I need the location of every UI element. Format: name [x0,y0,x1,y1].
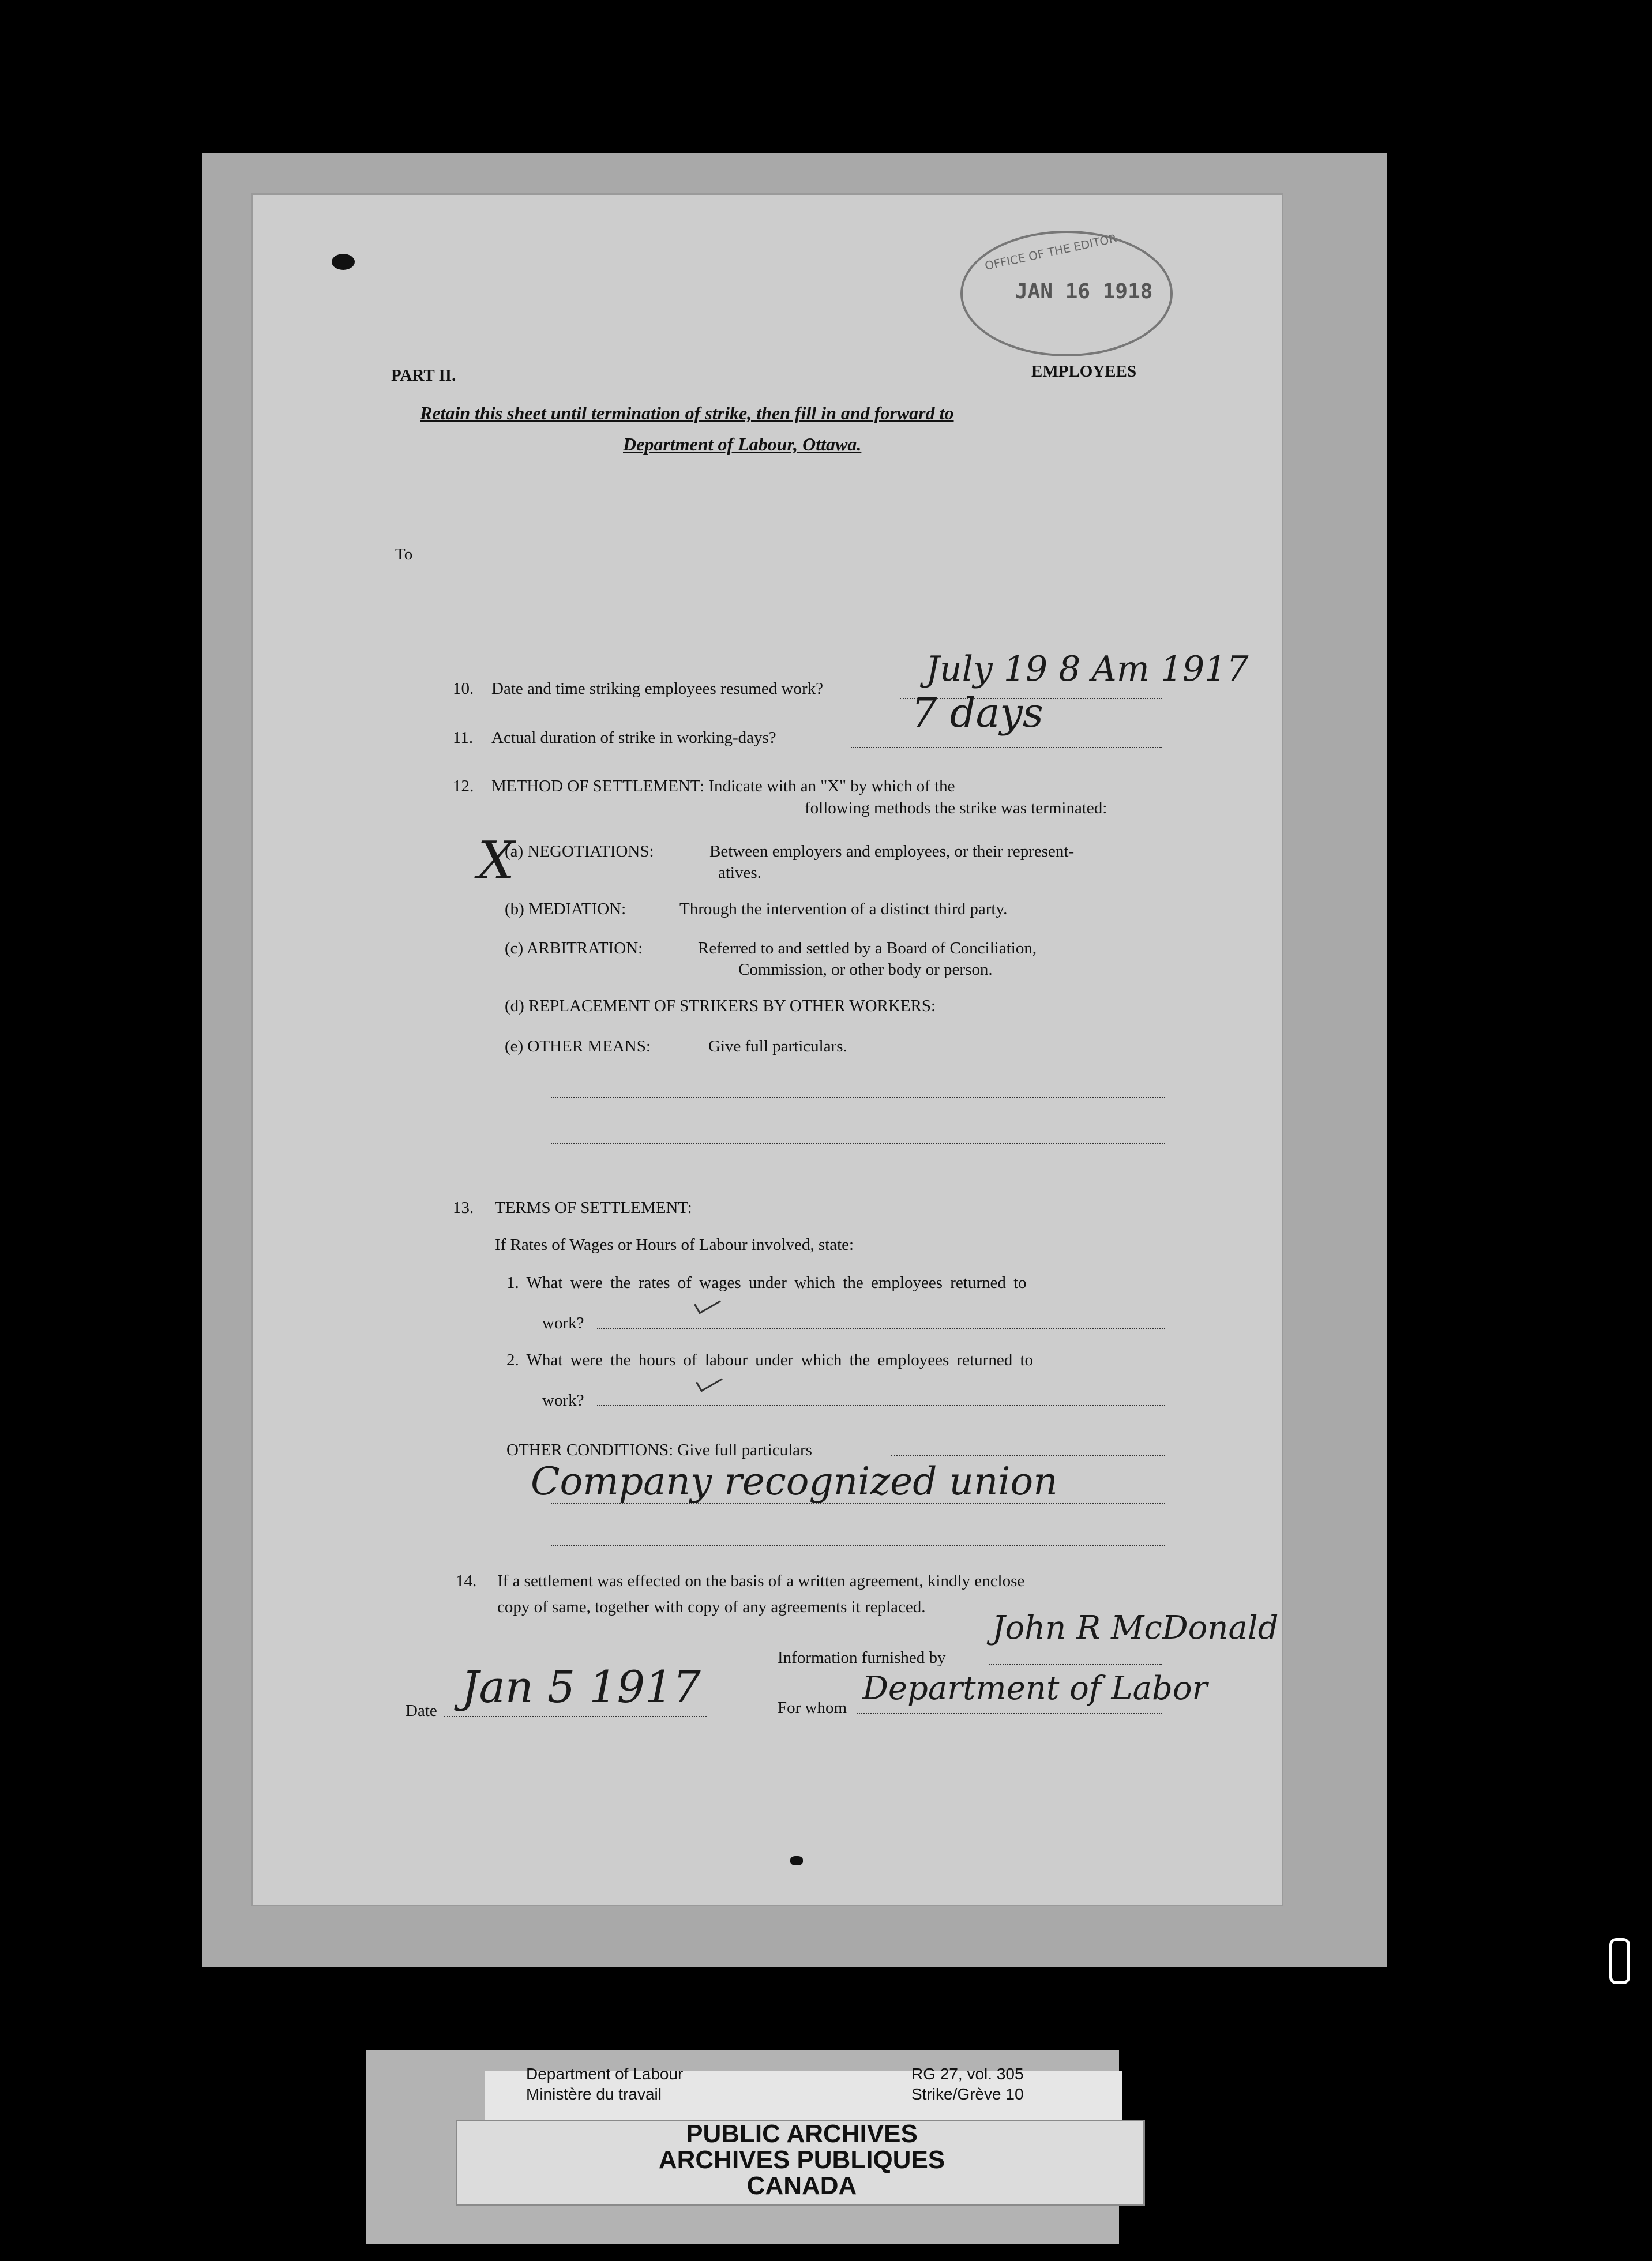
option-a-text-cont: atives. [718,863,761,882]
to-label: To [395,545,413,564]
q12-number: 12. [453,777,474,795]
information-furnished-label: Information furnished by [778,1648,946,1667]
instruction-line-1: Retain this sheet until termination of strike, then fill in and forward to [420,403,954,423]
q13-item-2: 2. What were the hours of labour under which the employees returned to [506,1351,1033,1369]
other-conditions-answer: Company recognized union [531,1459,1058,1504]
q14-text-cont: copy of same, together with copy of any agreements it replaced. [497,1598,926,1616]
q13-item-1-line [597,1328,1165,1329]
stamp-ring-text: OFFICE OF THE EDITOR [983,231,1118,273]
part-label: PART II. [391,366,456,385]
ink-blot [332,254,355,270]
option-a-label: (a) NEGOTIATIONS: [505,842,654,861]
information-furnished-signature: John R McDonald [992,1609,1279,1647]
q12-x-mark: X [478,831,515,891]
for-whom-line [857,1713,1162,1714]
q12-question: METHOD OF SETTLEMENT: Indicate with an "X" by which of the [491,777,955,795]
q13-intro: If Rates of Wages or Hours of Labour involved, state: [495,1235,854,1254]
q14-number: 14. [456,1572,477,1590]
q11-number: 11. [453,728,474,747]
q13-item-2-work: work? [542,1391,584,1410]
employees-label: EMPLOYEES [1031,362,1137,381]
option-e-line-1 [551,1097,1165,1098]
for-whom-label: For whom [778,1699,847,1717]
date-line [444,1716,707,1717]
caption-dept-fr: Ministère du travail [526,2085,662,2103]
q11-question: Actual duration of strike in working-days? [491,728,776,747]
option-e-line-2 [551,1143,1165,1144]
date-label: Date [406,1702,437,1720]
option-a-text: Between employers and employees, or their represent- [709,842,1075,861]
option-c-label: (c) ARBITRATION: [505,939,643,957]
q13-item-1: 1. What were the rates of wages under which the employees returned to [506,1274,1027,1292]
other-conditions-line-3 [551,1545,1165,1546]
other-conditions-label: OTHER CONDITIONS: Give full particulars [506,1441,812,1459]
other-conditions-line-2 [551,1503,1165,1504]
q11-answer-line [851,747,1162,748]
q13-number: 13. [453,1199,474,1217]
option-c-text-cont: Commission, or other body or person. [738,960,993,979]
date-answer: Jan 5 1917 [461,1661,701,1712]
stamp-date: JAN 16 1918 [1015,280,1153,303]
for-whom-answer: Department of Labor [862,1670,1208,1707]
caption-dept-en: Department of Labour [526,2065,684,2083]
q13-item-1-work: work? [542,1314,584,1332]
q13-item-2-line [597,1405,1165,1406]
q13-question: TERMS OF SETTLEMENT: [495,1199,692,1217]
q10-question: Date and time striking employees resumed work? [491,679,824,698]
q11-answer: 7 days [911,689,1043,737]
caption-country: CANADA [746,2172,857,2200]
option-b-text: Through the intervention of a distinct third party. [679,900,1008,918]
option-d-label: (d) REPLACEMENT OF STRIKERS BY OTHER WORKERS: [505,997,936,1015]
option-e-label: (e) OTHER MEANS: [505,1037,651,1056]
q10-number: 10. [453,679,474,698]
film-frame-marker [1609,1938,1630,1984]
caption-reference: RG 27, vol. 305 [911,2065,1024,2083]
information-furnished-line [989,1664,1162,1665]
caption-archives-en: PUBLIC ARCHIVES [686,2120,918,2148]
paper-mark [790,1856,803,1865]
q14-text: If a settlement was effected on the basis of a written agreement, kindly enclose [497,1572,1025,1590]
option-b-label: (b) MEDIATION: [505,900,626,918]
option-c-text: Referred to and settled by a Board of Conciliation, [698,939,1037,957]
caption-archives-fr: ARCHIVES PUBLIQUES [658,2146,945,2174]
q10-answer: July 19 8 Am 1917 [926,649,1249,689]
caption-strike-number: Strike/Grève 10 [911,2085,1024,2103]
instruction-line-2: Department of Labour, Ottawa. [623,434,862,455]
q12-question-cont: following methods the strike was terminated: [805,799,1107,817]
other-conditions-line-1 [891,1455,1165,1456]
option-e-text: Give full particulars. [708,1037,847,1056]
